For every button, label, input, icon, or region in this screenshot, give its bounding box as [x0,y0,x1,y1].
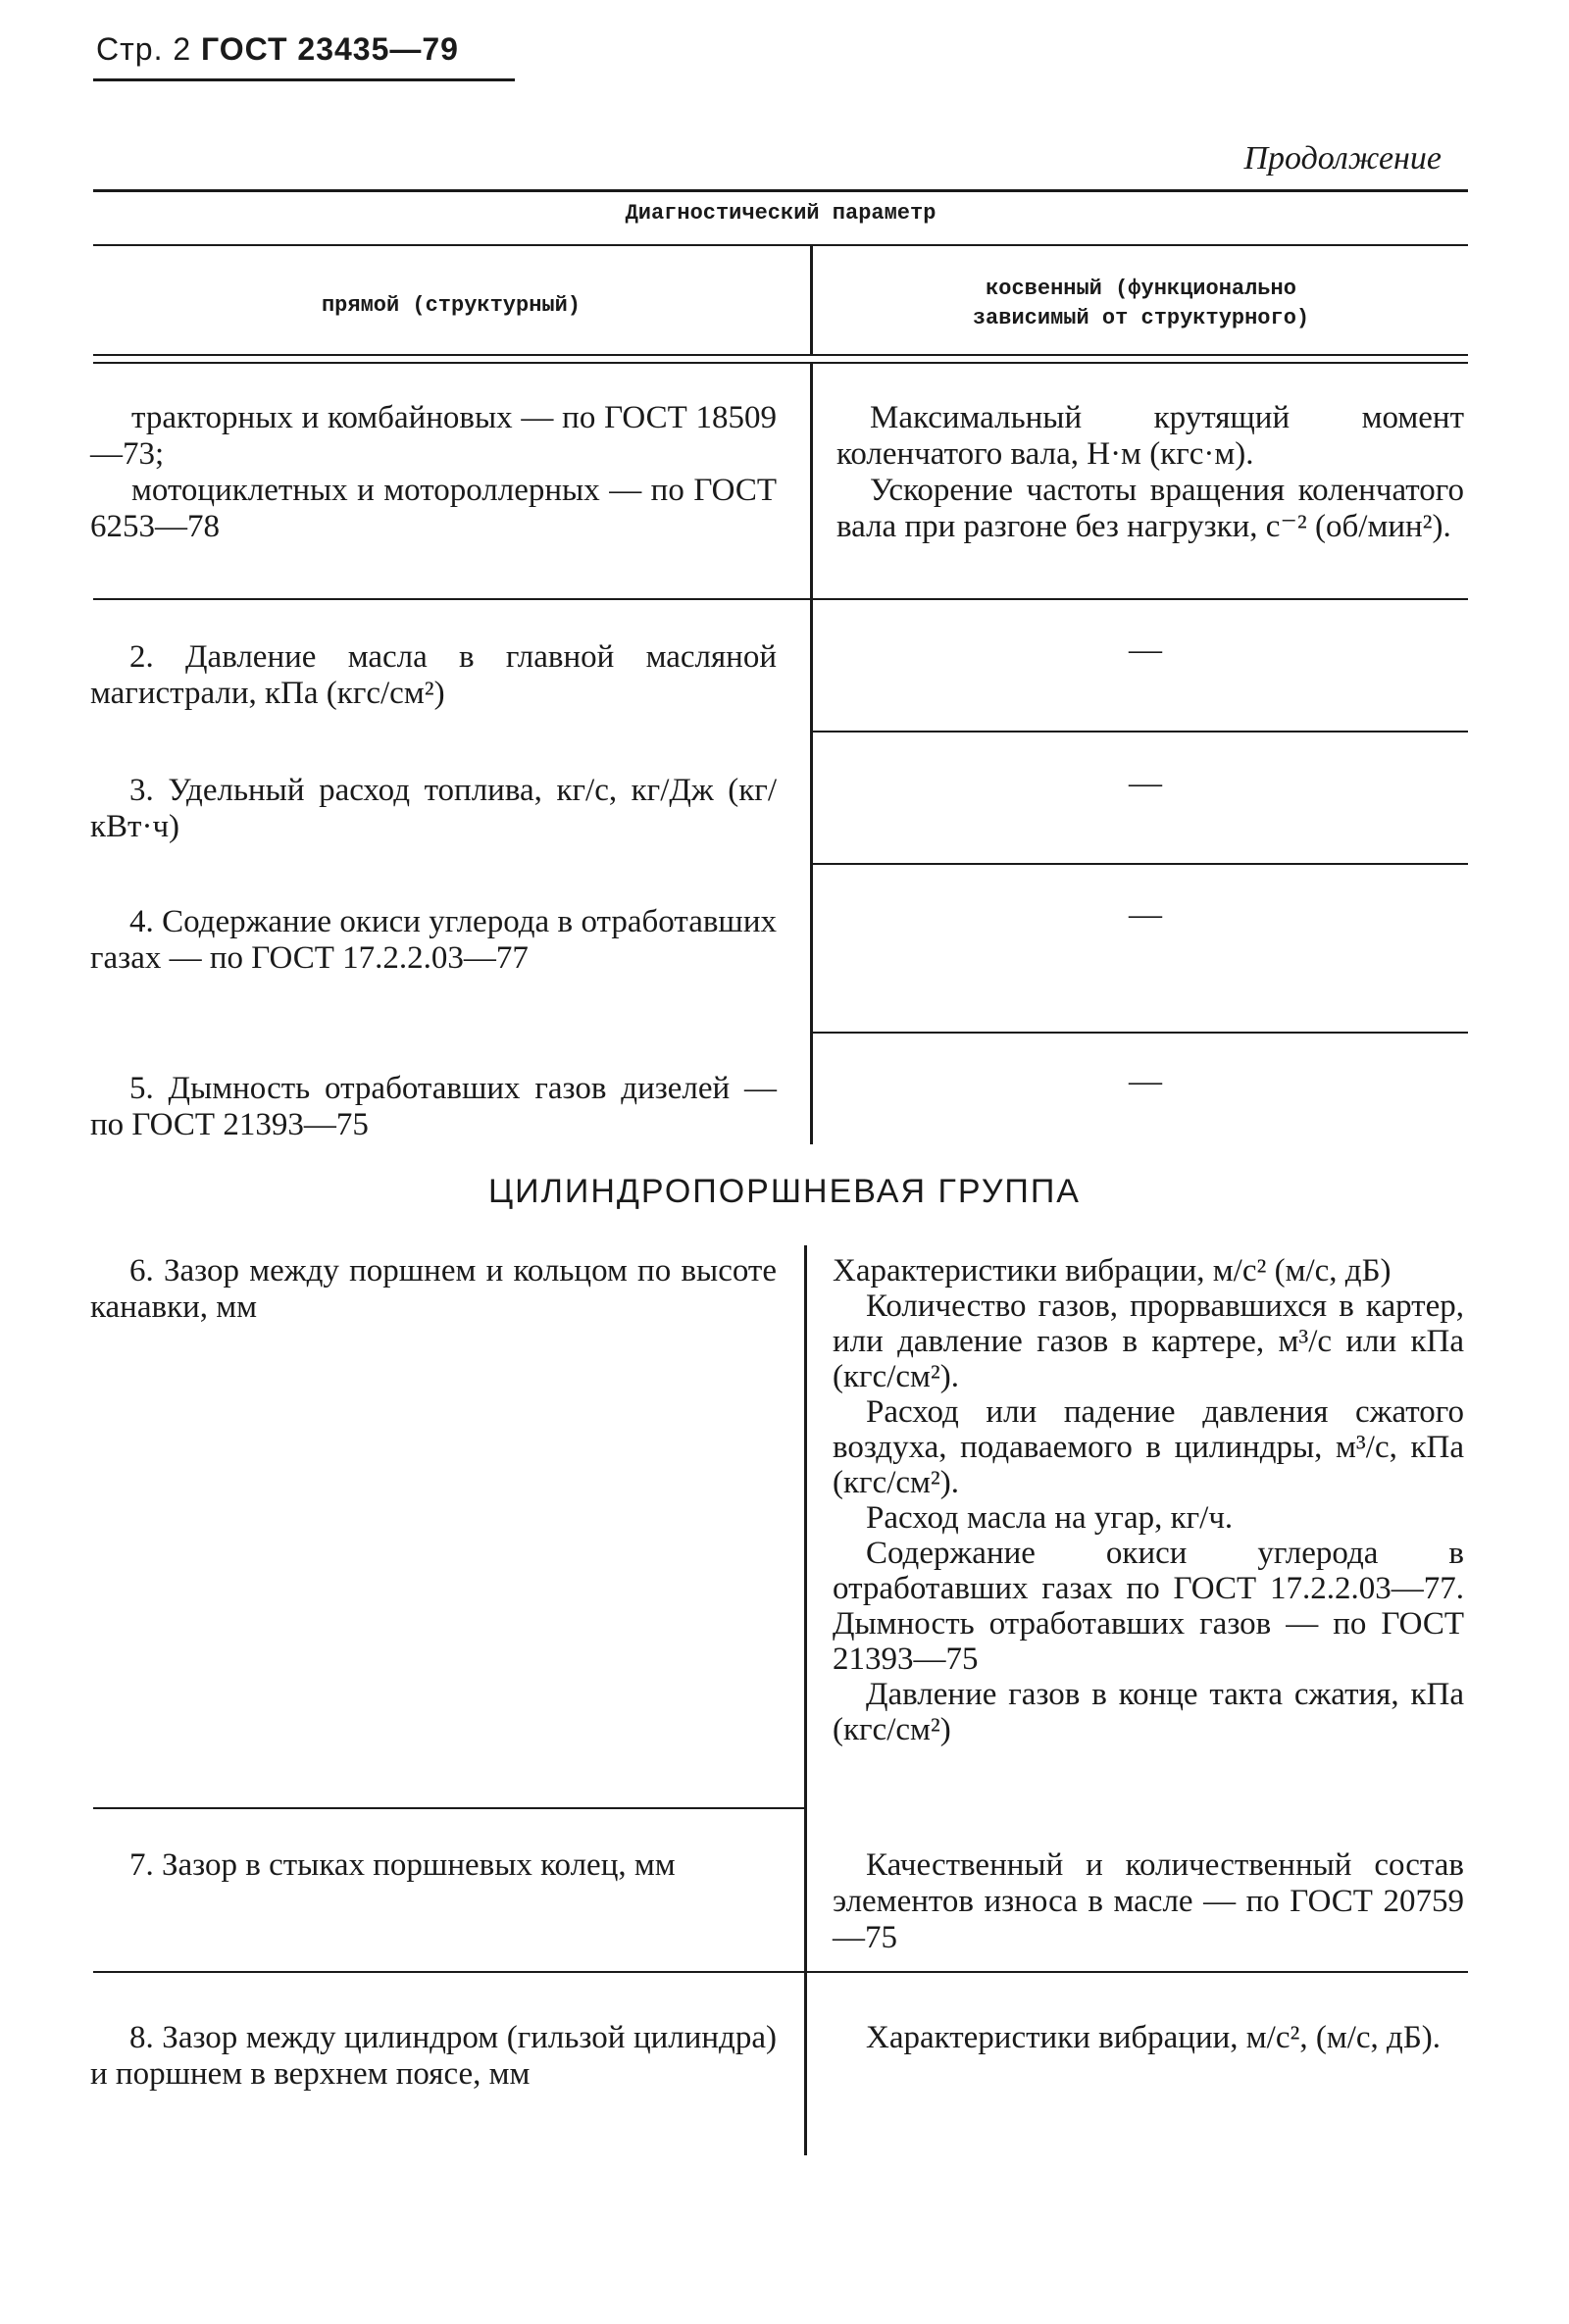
table-group-title: Диагностический параметр [625,201,936,226]
row-6-right-line-1: Характеристики вибрации, м/с² (м/с, дБ) [833,1253,1392,1288]
row-6-right-line-2: Количество газов, прорвавшихся в картер, или давление газов в картере, м³/с или кПа (кгс/см²). [833,1288,1464,1394]
row-6-right-line-3: Расход или падение давления сжатого воздуха, подаваемого в цилиндры, м³/с, кПа (кгс/см²). [833,1394,1464,1500]
table-row-5-left [90,1071,777,1143]
row-5-left-text: 5. Дымность отработавших газов дизелей — по ГОСТ 21393—75 [90,1071,777,1142]
header-divider [93,244,1468,246]
row-7-left-text: 7. Зазор в стыках поршневых колец, мм [129,1847,676,1883]
row-rule-6 [93,1807,804,1809]
row-3-left-text: 3. Удельный расход топлива, кг/с, кг/Дж (кг/кВт·ч) [90,773,777,844]
row-8-left-text: 8. Зазор между цилиндром (гильзой цилиндра) и поршнем в верхнем поясе, мм [90,2020,777,2092]
row-1-right-line-2: Ускорение частоты вращения коленчатого вала при разгоне без нагрузки, с⁻² (об/мин²). [836,473,1464,544]
row-6-left-text: 6. Зазор между поршнем и кольцом по высоте канавки, мм [90,1253,777,1325]
table-row-7-left [90,1847,777,1884]
row-rule-4 [810,1032,1468,1034]
table-row-1-right [836,400,1464,545]
row-6-right-line-6: Давление газов в конце такта сжатия, кПа (кгс/см²) [833,1677,1464,1747]
table-top-rule [93,189,1468,192]
header-column-divider [810,246,813,354]
row-4-right-dash: — [1129,896,1162,933]
row-rule-1 [93,598,1468,600]
column-divider-top [810,364,813,1144]
table-row-3-left [90,773,777,845]
header-bottom-rule-1 [93,354,1468,356]
table-row-4-left [90,904,777,977]
row-7-right-text: Качественный и количественный состав элементов износа в масле — по ГОСТ 20759—75 [833,1847,1464,1955]
row-rule-3 [810,863,1468,865]
row-1-left-line-2: мотоциклетных и мотороллерных — по ГОСТ 6253—78 [90,473,777,544]
header-bottom-rule-2 [93,362,1468,364]
row-1-left-line-1: тракторных и комбайновых — по ГОСТ 18509—73; [90,400,777,472]
row-4-left-text: 4. Содержание окиси углерода в отработавших газах — по ГОСТ 17.2.2.03—77 [90,904,777,976]
running-head [96,31,459,68]
row-rule-7 [93,1971,1468,1973]
table-row-7-right [833,1847,1464,1956]
page-label: Стр. 2 [96,31,192,67]
column-header-indirect-line1: косвенный (функционально [986,277,1296,301]
column-divider-row-8 [804,1979,807,2155]
table-row-6-right [833,1253,1464,1747]
row-8-right-text: Характеристики вибрации, м/с², (м/с, дБ). [866,2020,1442,2055]
column-header-indirect [814,275,1468,333]
table-row-6-left [90,1253,777,1326]
continuation-label: Продолжение [1243,140,1442,177]
table-row-1-left [90,400,777,545]
standard-number: ГОСТ 23435—79 [201,31,459,67]
table-row-2-left [90,639,777,712]
column-header-indirect-line2: зависимый от структурного) [972,306,1310,330]
running-head-rule [93,78,515,81]
row-6-right-line-5: Содержание окиси углерода в отработавших газах по ГОСТ 17.2.2.03—77. Дымность отработавших газов — по ГОСТ 21393—75 [833,1536,1464,1677]
table-row-8-left [90,2020,777,2093]
row-6-right-line-4: Расход масла на угар, кг/ч. [866,1500,1234,1536]
row-2-right-dash: — [1129,632,1162,668]
row-rule-2 [810,731,1468,733]
column-header-direct: прямой (структурный) [321,293,582,318]
row-2-left-text: 2. Давление масла в главной масляной магистрали, кПа (кгс/см²) [90,639,777,711]
row-5-right-dash: — [1129,1063,1162,1099]
table-row-8-right [833,2020,1464,2056]
row-1-right-line-1: Максимальный крутящий момент коленчатого вала, Н·м (кгс·м). [836,400,1464,472]
section-title: ЦИЛИНДРОПОРШНЕВАЯ ГРУППА [488,1173,1081,1210]
row-3-right-dash: — [1129,765,1162,801]
